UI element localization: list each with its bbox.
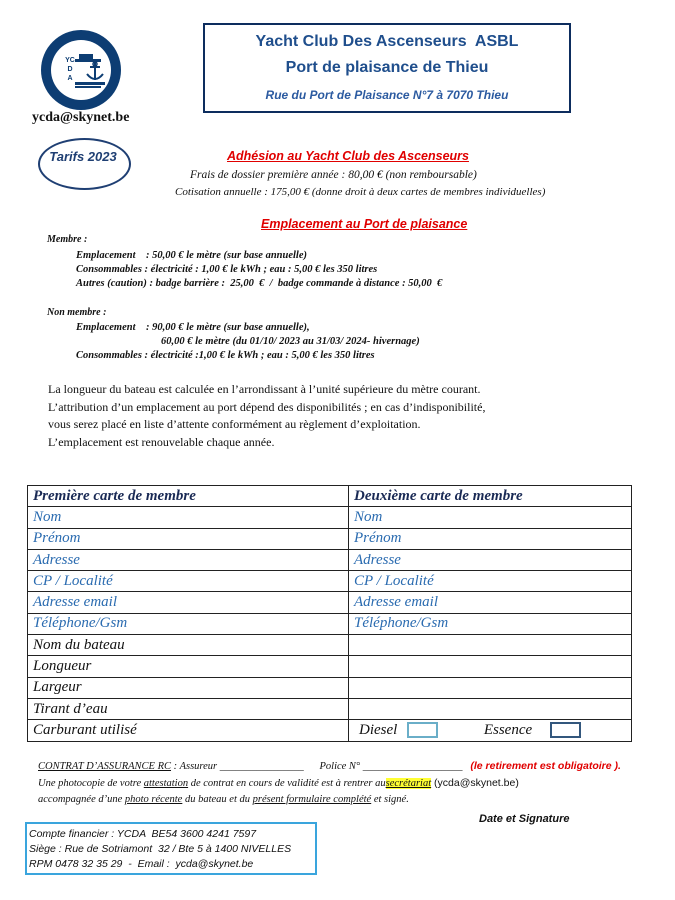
- table-row: [28, 571, 632, 592]
- police-field: Police N° ___________________: [319, 761, 463, 772]
- table-row: [28, 720, 632, 741]
- required-note: (le retirement est obligatoire ).: [470, 760, 621, 772]
- insurance-line-3: [38, 792, 621, 808]
- fuel-options: [349, 720, 632, 741]
- field-cp-localite-1[interactable]: CP / Localité: [28, 571, 349, 592]
- table-row: [28, 549, 632, 570]
- adhesion-heading: Adhésion au Yacht Club des Ascenseurs: [227, 149, 469, 163]
- contract-label: CONTRAT D’ASSURANCE RC: [38, 761, 172, 772]
- table-row: [28, 677, 632, 698]
- footer-rpm: RPM 0478 32 35 29 - Email : ycda@skynet.be: [29, 858, 254, 870]
- field-adresse-2[interactable]: Adresse: [349, 549, 632, 570]
- membre-line-2: Consommables : électricité : 1,00 € le kWh ; eau : 5,00 € les 350 litres: [76, 264, 378, 275]
- cotisation-line: Cotisation annuelle : 175,00 € (donne droit à deux cartes de membres individuelles): [175, 186, 546, 198]
- secretariat-word: secrétariat: [385, 778, 432, 789]
- text-fragment: de contrat en cours de validité est à rentrer au: [188, 778, 386, 789]
- info-line: L’emplacement est renouvelable chaque année.: [48, 434, 275, 449]
- non-membre-label: Non membre :: [47, 307, 107, 318]
- field-email-2[interactable]: Adresse email: [349, 592, 632, 613]
- non-membre-line-2: 60,00 € le mètre (du 01/10/ 2023 au 31/03/ 2024- hivernage): [161, 336, 420, 347]
- field-prenom-2[interactable]: Prénom: [349, 528, 632, 549]
- field-prenom-1[interactable]: Prénom: [28, 528, 349, 549]
- table-row: [28, 635, 632, 656]
- fuel-diesel-label: Diesel: [359, 721, 398, 738]
- secretariat-email: (ycda@skynet.be): [431, 777, 519, 789]
- info-paragraph: [48, 381, 485, 451]
- field-carburant: Carburant utilisé: [28, 720, 349, 741]
- frais-value: : 80,00 € (non remboursable): [338, 169, 477, 181]
- text-fragment: du bateau et du: [182, 794, 253, 805]
- table-header-row: [28, 486, 632, 507]
- col2-header: Deuxième carte de membre: [349, 486, 632, 507]
- text-fragment: Une photocopie de votre: [38, 778, 144, 789]
- field-longueur-value[interactable]: [349, 656, 632, 677]
- signature-label: Date et Signature: [479, 813, 570, 825]
- footer-siege: Siège : Rue de Sotriamont 32 / Bte 5 à 1400 NIVELLES: [29, 843, 292, 855]
- field-cp-localite-2[interactable]: CP / Localité: [349, 571, 632, 592]
- attestation-word: attestation: [143, 778, 189, 789]
- membre-line-1: Emplacement : 50,00 € le mètre (sur base annuelle): [76, 250, 307, 261]
- field-nom-bateau-value[interactable]: [349, 635, 632, 656]
- essence-checkbox[interactable]: [550, 722, 581, 738]
- present-formulaire: présent formulaire complété: [252, 794, 372, 805]
- diesel-checkbox[interactable]: [407, 722, 438, 738]
- club-address: Rue du Port de Plaisance N°7 à 7070 Thieu: [265, 88, 509, 102]
- field-nom-bateau: Nom du bateau: [28, 635, 349, 656]
- footer-account: Compte financier : YCDA BE54 3600 4241 7597: [29, 828, 257, 840]
- text-fragment: et signé.: [371, 794, 409, 805]
- field-tirant-eau: Tirant d’eau: [28, 698, 349, 719]
- frais-label: Frais de dossier première année: [190, 169, 339, 181]
- non-membre-line-1: Emplacement : 90,00 € le mètre (sur base annuelle),: [76, 322, 310, 333]
- header-box: [203, 23, 571, 113]
- field-nom-1[interactable]: Nom: [28, 507, 349, 528]
- emplacement-heading: Emplacement au Port de plaisance: [261, 217, 468, 231]
- text-fragment: accompagnée d’une: [38, 794, 125, 805]
- insurance-notes: [38, 758, 621, 808]
- club-logo: [41, 30, 121, 110]
- footer-box: [25, 822, 317, 875]
- non-membre-line-3: Consommables : électricité :1,00 € le kWh ; eau : 5,00 € les 350 litres: [76, 350, 375, 361]
- field-tirant-eau-value[interactable]: [349, 698, 632, 719]
- col1-header: Première carte de membre: [28, 486, 349, 507]
- contact-email: ycda@skynet.be: [32, 110, 130, 125]
- fuel-essence-label: Essence: [483, 721, 533, 738]
- logo-letters: YCDA: [65, 57, 75, 82]
- frais-line: [190, 169, 477, 181]
- field-email-1[interactable]: Adresse email: [28, 592, 349, 613]
- table-row: [28, 592, 632, 613]
- table-row: [28, 656, 632, 677]
- field-largeur: Largeur: [28, 677, 349, 698]
- tarifs-badge: [38, 138, 131, 190]
- insurance-line-2: [38, 775, 621, 792]
- info-line: La longueur du bateau est calculée en l’arrondissant à l’unité supérieure du mètre courant.: [48, 382, 481, 396]
- info-line: L’attribution d’un emplacement au port dépend des disponibilités ; en cas d’indisponibilité,: [48, 399, 486, 414]
- logo-inner-circle: [51, 40, 111, 100]
- table-row: [28, 528, 632, 549]
- info-line: vous serez placé en liste d’attente conformément au règlement d’exploitation.: [48, 417, 421, 431]
- field-telephone-2[interactable]: Téléphone/Gsm: [349, 613, 632, 634]
- field-largeur-value[interactable]: [349, 677, 632, 698]
- membre-label: Membre :: [47, 234, 88, 245]
- insurance-line-1: [38, 758, 621, 775]
- field-nom-2[interactable]: Nom: [349, 507, 632, 528]
- club-subtitle: Port de plaisance de Thieu: [285, 59, 489, 76]
- club-title: Yacht Club Des Ascenseurs ASBL: [255, 33, 519, 50]
- tarifs-label: Tarifs 2023: [49, 149, 117, 164]
- table-row: [28, 613, 632, 634]
- anchor-boat-icon: [73, 52, 109, 90]
- field-adresse-1[interactable]: Adresse: [28, 549, 349, 570]
- photo-recente: photo récente: [124, 794, 183, 805]
- field-telephone-1[interactable]: Téléphone/Gsm: [28, 613, 349, 634]
- membership-form-table: [27, 485, 632, 742]
- table-row: [28, 698, 632, 719]
- table-row: [28, 507, 632, 528]
- field-longueur: Longueur: [28, 656, 349, 677]
- assureur-field: : Assureur ________________: [171, 761, 304, 772]
- membre-line-3: Autres (caution) : badge barrière : 25,00 € / badge commande à distance : 50,00 €: [76, 278, 443, 289]
